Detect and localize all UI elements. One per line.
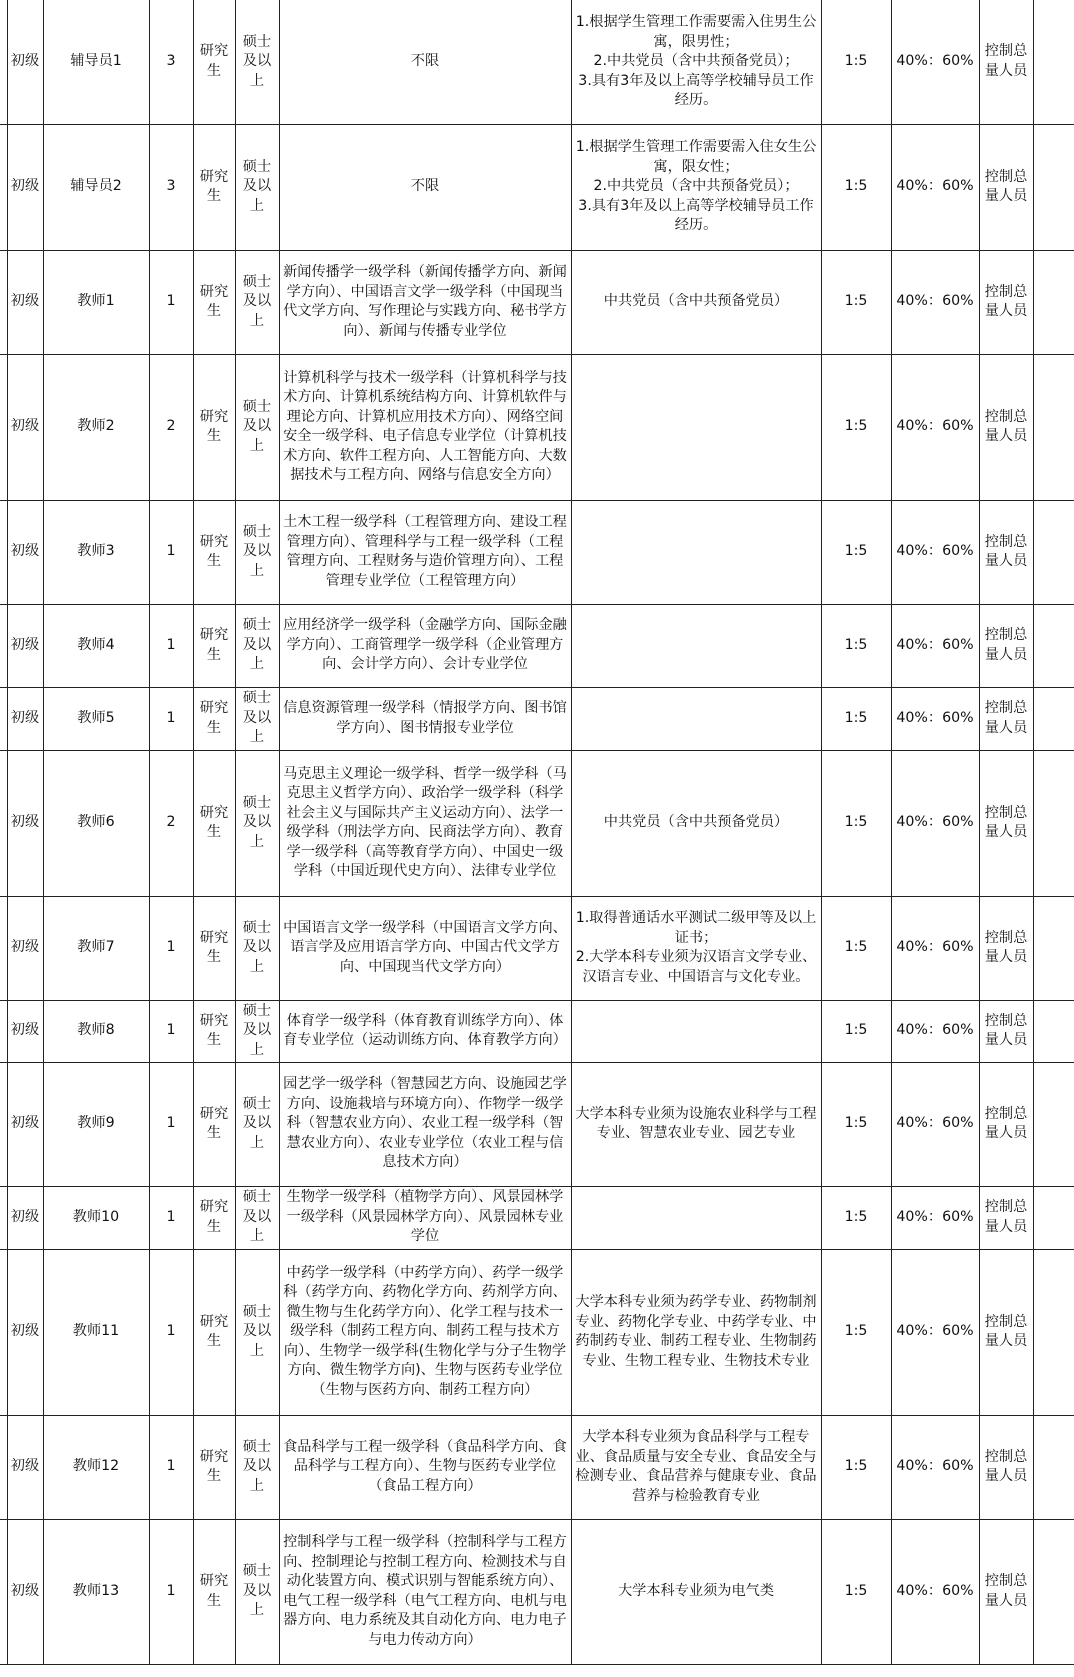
education-cell: 研究生 [193, 1062, 235, 1186]
ratio-cell: 1:5 [821, 1186, 891, 1249]
table-row [0, 1000, 1074, 1062]
level-cell: 初级 [7, 500, 43, 604]
ratio-cell: 1:5 [821, 354, 891, 500]
count-cell: 2 [149, 354, 193, 500]
requirements-cell [571, 1186, 821, 1249]
weight-cell: 40%：60% [891, 354, 979, 500]
level-cell: 初级 [7, 1519, 43, 1664]
table-row [0, 1062, 1074, 1186]
level-cell: 初级 [7, 604, 43, 687]
level-cell: 初级 [7, 687, 43, 750]
count-cell: 3 [149, 124, 193, 250]
ratio-cell: 1:5 [821, 250, 891, 354]
education-cell: 研究生 [193, 1519, 235, 1664]
count-cell: 1 [149, 1000, 193, 1062]
staffing-cell: 控制总量人员 [979, 250, 1033, 354]
edge-cell [1033, 604, 1074, 687]
count-cell: 1 [149, 1186, 193, 1249]
ratio-cell: 1:5 [821, 1415, 891, 1519]
weight-cell: 40%：60% [891, 250, 979, 354]
level-cell: 初级 [7, 1000, 43, 1062]
table-row [0, 1249, 1074, 1415]
position-cell: 教师8 [43, 1000, 149, 1062]
table-row [0, 1415, 1074, 1519]
degree-cell: 硕士及以上 [235, 124, 279, 250]
ratio-cell: 1:5 [821, 750, 891, 896]
degree-cell: 硕士及以上 [235, 250, 279, 354]
degree-cell: 硕士及以上 [235, 896, 279, 1000]
education-cell: 研究生 [193, 500, 235, 604]
degree-cell: 硕士及以上 [235, 1186, 279, 1249]
edge-cell [1033, 124, 1074, 250]
weight-cell: 40%：60% [891, 1519, 979, 1664]
requirements-cell: 大学本科专业须为食品科学与工程专业、食品质量与安全专业、食品安全与检测专业、食品营养与健康专业、食品营养与检验教育专业 [571, 1415, 821, 1519]
edge-cell [1033, 896, 1074, 1000]
level-cell: 初级 [7, 250, 43, 354]
position-cell: 教师13 [43, 1519, 149, 1664]
level-cell: 初级 [7, 750, 43, 896]
edge-cell [0, 124, 7, 250]
position-cell: 教师4 [43, 604, 149, 687]
count-cell: 1 [149, 1519, 193, 1664]
weight-cell: 40%：60% [891, 1249, 979, 1415]
staffing-cell: 控制总量人员 [979, 1519, 1033, 1664]
position-cell: 教师6 [43, 750, 149, 896]
edge-cell [1033, 500, 1074, 604]
table-row [0, 0, 1074, 124]
table-row [0, 896, 1074, 1000]
level-cell: 初级 [7, 1249, 43, 1415]
staffing-cell: 控制总量人员 [979, 1249, 1033, 1415]
weight-cell: 40%：60% [891, 750, 979, 896]
ratio-cell: 1:5 [821, 1249, 891, 1415]
count-cell: 1 [149, 1062, 193, 1186]
degree-cell: 硕士及以上 [235, 1415, 279, 1519]
requirements-cell: 大学本科专业须为设施农业科学与工程专业、智慧农业专业、园艺专业 [571, 1062, 821, 1186]
weight-cell: 40%：60% [891, 500, 979, 604]
level-cell: 初级 [7, 1415, 43, 1519]
education-cell: 研究生 [193, 750, 235, 896]
edge-cell [1033, 1519, 1074, 1664]
weight-cell: 40%：60% [891, 1062, 979, 1186]
major-cell: 食品科学与工程一级学科（食品科学方向、食品科学与工程方向）、生物与医药专业学位（食品工程方向） [279, 1415, 571, 1519]
table-row [0, 124, 1074, 250]
edge-cell [0, 1000, 7, 1062]
ratio-cell: 1:5 [821, 1519, 891, 1664]
major-cell: 不限 [279, 124, 571, 250]
degree-cell: 硕士及以上 [235, 750, 279, 896]
position-cell: 教师1 [43, 250, 149, 354]
table-row [0, 1186, 1074, 1249]
major-cell: 中药学一级学科（中药学方向）、药学一级学科（药学方向、药物化学方向、药剂学方向、微生物与生化药学方向）、化学工程与技术一级学科（制药工程方向、制药工程与技术方向）、生物学一级学科(生物化学与分子生物学方向、微生物学方向)、生物与医药专业学位（生物与医药方向、制药工程方向） [279, 1249, 571, 1415]
education-cell: 研究生 [193, 687, 235, 750]
requirements-cell [571, 500, 821, 604]
major-cell: 马克思主义理论一级学科、哲学一级学科（马克思主义哲学方向）、政治学一级学科（科学社会主义与国际共产主义运动方向）、法学一级学科（刑法学方向、民商法学方向）、教育学一级学科（高等教育学方向）、中国史一级学科（中国近现代史方向）、法律专业学位 [279, 750, 571, 896]
major-cell: 中国语言文学一级学科（中国语言文学方向、语言学及应用语言学方向、中国古代文学方向、中国现当代文学方向） [279, 896, 571, 1000]
edge-cell [0, 0, 7, 124]
table-row [0, 604, 1074, 687]
level-cell: 初级 [7, 896, 43, 1000]
requirements-cell [571, 354, 821, 500]
education-cell: 研究生 [193, 1249, 235, 1415]
degree-cell: 硕士及以上 [235, 500, 279, 604]
education-cell: 研究生 [193, 124, 235, 250]
ratio-cell: 1:5 [821, 604, 891, 687]
level-cell: 初级 [7, 124, 43, 250]
weight-cell: 40%：60% [891, 1415, 979, 1519]
edge-cell [1033, 750, 1074, 896]
count-cell: 3 [149, 0, 193, 124]
staffing-cell: 控制总量人员 [979, 1062, 1033, 1186]
major-cell: 新闻传播学一级学科（新闻传播学方向、新闻学方向）、中国语言文学一级学科（中国现当代文学方向、写作理论与实践方向、秘书学方向）、新闻与传播专业学位 [279, 250, 571, 354]
position-cell: 教师11 [43, 1249, 149, 1415]
staffing-cell: 控制总量人员 [979, 687, 1033, 750]
edge-cell [0, 1519, 7, 1664]
staffing-cell: 控制总量人员 [979, 896, 1033, 1000]
table-row [0, 250, 1074, 354]
requirements-cell: 中共党员（含中共预备党员） [571, 250, 821, 354]
staffing-cell: 控制总量人员 [979, 0, 1033, 124]
table-row [0, 1519, 1074, 1664]
requirements-cell: 1.取得普通话水平测试二级甲等及以上证书； 2.大学本科专业须为汉语言文学专业、汉语言专业、中国语言与文化专业。 [571, 896, 821, 1000]
staffing-cell: 控制总量人员 [979, 750, 1033, 896]
edge-cell [0, 896, 7, 1000]
edge-cell [0, 1062, 7, 1186]
staffing-cell: 控制总量人员 [979, 124, 1033, 250]
edge-cell [1033, 354, 1074, 500]
edge-cell [1033, 1186, 1074, 1249]
degree-cell: 硕士及以上 [235, 687, 279, 750]
count-cell: 1 [149, 1249, 193, 1415]
position-cell: 教师5 [43, 687, 149, 750]
weight-cell: 40%：60% [891, 1000, 979, 1062]
major-cell: 土木工程一级学科（工程管理方向、建设工程管理方向）、管理科学与工程一级学科（工程管理方向、工程财务与造价管理方向）、工程管理专业学位（工程管理方向） [279, 500, 571, 604]
edge-cell [0, 250, 7, 354]
count-cell: 1 [149, 687, 193, 750]
weight-cell: 40%：60% [891, 124, 979, 250]
requirements-cell: 大学本科专业须为电气类 [571, 1519, 821, 1664]
edge-cell [0, 1186, 7, 1249]
education-cell: 研究生 [193, 354, 235, 500]
education-cell: 研究生 [193, 0, 235, 124]
education-cell: 研究生 [193, 250, 235, 354]
weight-cell: 40%：60% [891, 604, 979, 687]
count-cell: 2 [149, 750, 193, 896]
staffing-cell: 控制总量人员 [979, 1415, 1033, 1519]
degree-cell: 硕士及以上 [235, 1062, 279, 1186]
staffing-cell: 控制总量人员 [979, 500, 1033, 604]
major-cell: 生物学一级学科（植物学方向）、风景园林学一级学科（风景园林学方向）、风景园林专业学位 [279, 1186, 571, 1249]
requirements-cell: 1.根据学生管理工作需要需入住女生公寓，限女性； 2.中共党员（含中共预备党员）； 3.具有3年及以上高等学校辅导员工作经历。 [571, 124, 821, 250]
table-row [0, 354, 1074, 500]
position-cell: 辅导员1 [43, 0, 149, 124]
edge-cell [1033, 1249, 1074, 1415]
position-cell: 教师3 [43, 500, 149, 604]
education-cell: 研究生 [193, 1000, 235, 1062]
position-cell: 教师12 [43, 1415, 149, 1519]
position-cell: 教师2 [43, 354, 149, 500]
table-row [0, 500, 1074, 604]
ratio-cell: 1:5 [821, 1000, 891, 1062]
education-cell: 研究生 [193, 896, 235, 1000]
major-cell: 信息资源管理一级学科（情报学方向、图书馆学方向）、图书情报专业学位 [279, 687, 571, 750]
weight-cell: 40%：60% [891, 0, 979, 124]
major-cell: 体育学一级学科（体育教育训练学方向）、体育专业学位（运动训练方向、体育教学方向） [279, 1000, 571, 1062]
education-cell: 研究生 [193, 1415, 235, 1519]
edge-cell [0, 354, 7, 500]
requirements-cell [571, 687, 821, 750]
position-cell: 辅导员2 [43, 124, 149, 250]
edge-cell [0, 1249, 7, 1415]
ratio-cell: 1:5 [821, 124, 891, 250]
weight-cell: 40%：60% [891, 1186, 979, 1249]
edge-cell [1033, 687, 1074, 750]
degree-cell: 硕士及以上 [235, 1000, 279, 1062]
ratio-cell: 1:5 [821, 687, 891, 750]
edge-cell [1033, 1000, 1074, 1062]
requirements-cell: 中共党员（含中共预备党员） [571, 750, 821, 896]
edge-cell [0, 687, 7, 750]
requirements-cell [571, 1000, 821, 1062]
education-cell: 研究生 [193, 604, 235, 687]
staffing-cell: 控制总量人员 [979, 1000, 1033, 1062]
edge-cell [0, 500, 7, 604]
edge-cell [0, 750, 7, 896]
count-cell: 1 [149, 500, 193, 604]
ratio-cell: 1:5 [821, 500, 891, 604]
staffing-cell: 控制总量人员 [979, 354, 1033, 500]
ratio-cell: 1:5 [821, 896, 891, 1000]
requirements-cell: 1.根据学生管理工作需要需入住男生公寓，限男性； 2.中共党员（含中共预备党员）； 3.具有3年及以上高等学校辅导员工作经历。 [571, 0, 821, 124]
major-cell: 不限 [279, 0, 571, 124]
edge-cell [0, 604, 7, 687]
edge-cell [1033, 1415, 1074, 1519]
education-cell: 研究生 [193, 1186, 235, 1249]
staffing-cell: 控制总量人员 [979, 1186, 1033, 1249]
level-cell: 初级 [7, 1186, 43, 1249]
position-cell: 教师9 [43, 1062, 149, 1186]
table-row [0, 687, 1074, 750]
requirements-cell: 大学本科专业须为药学专业、药物制剂专业、药物化学专业、中药学专业、中药制药专业、制药工程专业、生物制药专业、生物工程专业、生物技术专业 [571, 1249, 821, 1415]
degree-cell: 硕士及以上 [235, 1519, 279, 1664]
major-cell: 计算机科学与技术一级学科（计算机科学与技术方向、计算机系统结构方向、计算机软件与理论方向、计算机应用技术方向）、网络空间安全一级学科、电子信息专业学位（计算机技术方向、软件工程方向、人工智能方向、大数据技术与工程方向、网络与信息安全方向） [279, 354, 571, 500]
edge-cell [0, 1415, 7, 1519]
position-cell: 教师7 [43, 896, 149, 1000]
staffing-cell: 控制总量人员 [979, 604, 1033, 687]
level-cell: 初级 [7, 354, 43, 500]
edge-cell [1033, 1062, 1074, 1186]
degree-cell: 硕士及以上 [235, 0, 279, 124]
weight-cell: 40%：60% [891, 896, 979, 1000]
position-cell: 教师10 [43, 1186, 149, 1249]
major-cell: 应用经济学一级学科（金融学方向、国际金融学方向）、工商管理学一级学科（企业管理方向、会计学方向）、会计专业学位 [279, 604, 571, 687]
ratio-cell: 1:5 [821, 1062, 891, 1186]
count-cell: 1 [149, 896, 193, 1000]
major-cell: 控制科学与工程一级学科（控制科学与工程方向、控制理论与控制工程方向、检测技术与自动化装置方向、模式识别与智能系统方向）、电气工程一级学科（电气工程方向、电机与电器方向、电力系统及其自动化方向、电力电子与电力传动方向） [279, 1519, 571, 1664]
count-cell: 1 [149, 1415, 193, 1519]
count-cell: 1 [149, 604, 193, 687]
major-cell: 园艺学一级学科（智慧园艺方向、设施园艺学方向、设施栽培与环境方向）、作物学一级学科（智慧农业方向）、农业工程一级学科（智慧农业方向）、农业专业学位（农业工程与信息技术方向） [279, 1062, 571, 1186]
weight-cell: 40%：60% [891, 687, 979, 750]
edge-cell [1033, 0, 1074, 124]
level-cell: 初级 [7, 0, 43, 124]
degree-cell: 硕士及以上 [235, 354, 279, 500]
table-row [0, 750, 1074, 896]
count-cell: 1 [149, 250, 193, 354]
level-cell: 初级 [7, 1062, 43, 1186]
degree-cell: 硕士及以上 [235, 604, 279, 687]
degree-cell: 硕士及以上 [235, 1249, 279, 1415]
ratio-cell: 1:5 [821, 0, 891, 124]
edge-cell [1033, 250, 1074, 354]
requirements-cell [571, 604, 821, 687]
